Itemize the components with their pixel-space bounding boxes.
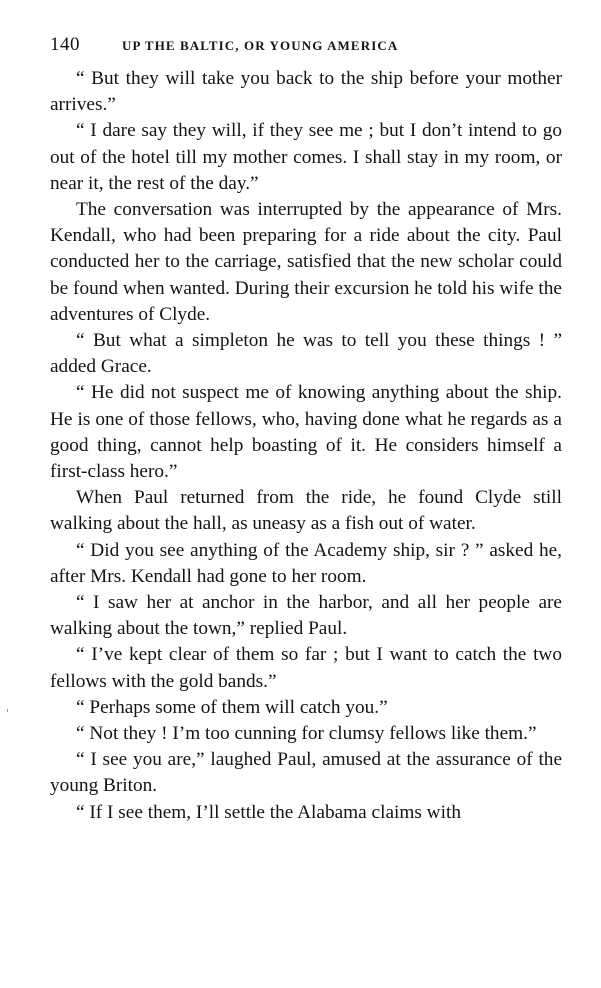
margin-speck [7, 709, 8, 712]
book-page [50, 34, 562, 826]
paragraph-9: “ I’ve kept clear of them so far ; but I want to catch the two fellows with the gold bands.” [50, 644, 562, 692]
paragraph-11: “ Not they ! I’m too cunning for clumsy fellows like them.” [76, 723, 537, 745]
paragraph-5: “ He did not suspect me of knowing anything about the ship. He is one of those fellows, who, having done what he regards as a good thing, cannot help boasting of it. He considers himself a first-class hero.” [50, 382, 562, 483]
paragraph-13: “ If I see them, I’ll settle the Alabama claims with [76, 801, 461, 823]
page-number: 140 [50, 34, 80, 55]
running-head [50, 34, 562, 60]
paragraph-1: “ But they will take you back to the ship before your mother arrives.” [50, 68, 562, 116]
text-body [50, 66, 562, 826]
paragraph-12: “ I see you are,” laughed Paul, amused at the assurance of the young Briton. [50, 749, 562, 797]
paragraph-2: “ I dare say they will, if they see me ; but I don’t intend to go out of the hotel till my mother comes. I shall stay in my room, or near it, the rest of the day.” [50, 120, 562, 194]
paragraph-3: The conversation was interrupted by the appearance of Mrs. Kendall, who had been preparing for a ride about the city. Paul conducted her to the carriage, satisfied that the new scholar could be found when wanted. During their excursion he told his wife the adventures of Clyde. [50, 199, 562, 325]
running-title: UP THE BALTIC, OR YOUNG AMERICA [122, 38, 399, 53]
paragraph-10: “ Perhaps some of them will catch you.” [76, 696, 388, 718]
paragraph-8: “ I saw her at anchor in the harbor, and all her people are walking about the town,” replied Paul. [50, 592, 562, 640]
paragraph-7: “ Did you see anything of the Academy ship, sir ? ” asked he, after Mrs. Kendall had gone to her room. [50, 539, 562, 587]
paragraph-4: “ But what a simpleton he was to tell you these things ! ” added Grace. [50, 330, 562, 378]
paragraph-6: When Paul returned from the ride, he found Clyde still walking about the hall, as uneasy as a fish out of water. [50, 487, 562, 535]
